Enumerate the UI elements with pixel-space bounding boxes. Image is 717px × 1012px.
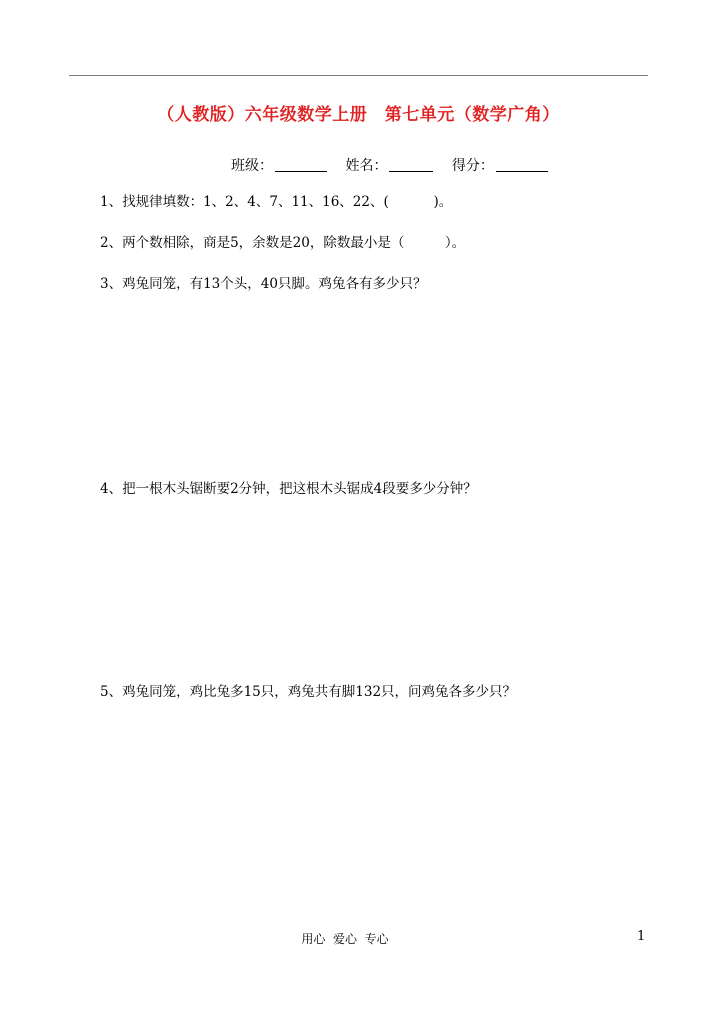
header-rule bbox=[69, 75, 648, 76]
question-2: 2、两个数相除，商是5，余数是20，除数最小是（ ）。 bbox=[100, 235, 466, 251]
class-field bbox=[231, 155, 327, 175]
page-number: 1 bbox=[637, 929, 646, 944]
question-3: 3、鸡兔同笼，有13个头，40只脚。鸡兔各有多少只？ bbox=[100, 276, 427, 292]
name-blank[interactable] bbox=[389, 157, 433, 172]
name-field bbox=[345, 155, 433, 175]
question-5: 5、鸡兔同笼，鸡比兔多15只，鸡兔共有脚132只，问鸡兔各多少只？ bbox=[100, 684, 517, 700]
footer-motto: 用心 爱心 专心 bbox=[301, 932, 389, 946]
question-1: 1、找规律填数：1、2、4、7、11、16、22、( )。 bbox=[100, 194, 453, 210]
worksheet-title: （人教版）六年级数学上册 第七单元（数学广角） bbox=[157, 105, 560, 125]
name-label: 姓名： bbox=[345, 158, 388, 174]
class-label: 班级： bbox=[231, 158, 273, 174]
class-blank[interactable] bbox=[275, 157, 327, 172]
score-field bbox=[452, 155, 548, 175]
student-info-row bbox=[231, 155, 548, 175]
question-4: 4、把一根木头锯断要2分钟，把这根木头锯成4段要多少分钟？ bbox=[100, 481, 477, 497]
score-blank[interactable] bbox=[496, 157, 548, 172]
score-label: 得分： bbox=[451, 158, 494, 174]
